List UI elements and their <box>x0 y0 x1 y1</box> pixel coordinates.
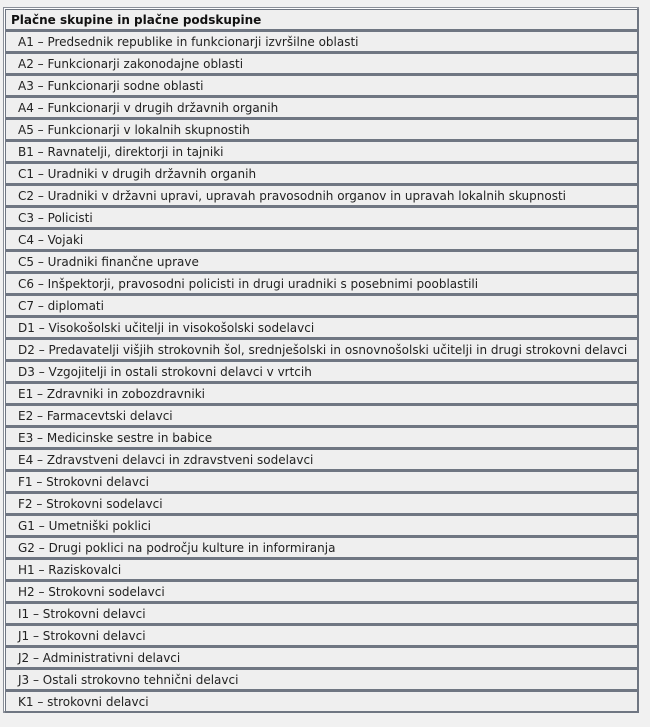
table-header-row <box>5 9 639 31</box>
table-row <box>5 229 639 251</box>
pay-group-cell: A4 – Funkcionarji v drugih državnih organih <box>5 97 639 119</box>
table-row <box>5 119 639 141</box>
table-row <box>5 603 639 625</box>
table-row <box>5 185 639 207</box>
pay-group-cell: G1 – Umetniški poklici <box>5 515 639 537</box>
table-row <box>5 405 639 427</box>
pay-group-cell: D3 – Vzgojitelji in ostali strokovni delavci v vrtcih <box>5 361 639 383</box>
pay-group-cell: E4 – Zdravstveni delavci in zdravstveni sodelavci <box>5 449 639 471</box>
table-row <box>5 97 639 119</box>
pay-group-cell: G2 – Drugi poklici na področju kulture in informiranja <box>5 537 639 559</box>
table-row <box>5 339 639 361</box>
pay-group-cell: J1 – Strokovni delavci <box>5 625 639 647</box>
table-row <box>5 427 639 449</box>
pay-group-cell: H2 – Strokovni sodelavci <box>5 581 639 603</box>
table-row <box>5 141 639 163</box>
table-row <box>5 31 639 53</box>
table-row <box>5 383 639 405</box>
pay-group-cell: J2 – Administrativni delavci <box>5 647 639 669</box>
pay-group-cell: H1 – Raziskovalci <box>5 559 639 581</box>
pay-group-cell: D2 – Predavatelji višjih strokovnih šol, srednješolski in osnovnošolski učitelji in drugi strokovni delavci <box>5 339 639 361</box>
pay-group-cell: A1 – Predsednik republike in funkcionarji izvršilne oblasti <box>5 31 639 53</box>
pay-group-cell: C5 – Uradniki finančne uprave <box>5 251 639 273</box>
pay-group-cell: C1 – Uradniki v drugih državnih organih <box>5 163 639 185</box>
table-row <box>5 647 639 669</box>
pay-group-cell: A2 – Funkcionarji zakonodajne oblasti <box>5 53 639 75</box>
pay-groups-table <box>5 9 639 713</box>
table-row <box>5 515 639 537</box>
table-row <box>5 53 639 75</box>
table-header: Plačne skupine in plačne podskupine <box>5 9 639 31</box>
table-row <box>5 251 639 273</box>
table-row <box>5 449 639 471</box>
pay-group-cell: C7 – diplomati <box>5 295 639 317</box>
pay-group-cell: E2 – Farmacevtski delavci <box>5 405 639 427</box>
table-row <box>5 625 639 647</box>
table-row <box>5 317 639 339</box>
table-row <box>5 537 639 559</box>
pay-group-cell: C3 – Policisti <box>5 207 639 229</box>
table-row <box>5 669 639 691</box>
table-row <box>5 691 639 713</box>
pay-group-cell: F2 – Strokovni sodelavci <box>5 493 639 515</box>
pay-groups-table-container <box>3 7 639 713</box>
pay-group-cell: A5 – Funkcionarji v lokalnih skupnostih <box>5 119 639 141</box>
table-row <box>5 273 639 295</box>
pay-group-cell: C4 – Vojaki <box>5 229 639 251</box>
table-row <box>5 163 639 185</box>
pay-group-cell: C6 – Inšpektorji, pravosodni policisti in drugi uradniki s posebnimi pooblastili <box>5 273 639 295</box>
pay-group-cell: I1 – Strokovni delavci <box>5 603 639 625</box>
table-row <box>5 581 639 603</box>
pay-group-cell: E1 – Zdravniki in zobozdravniki <box>5 383 639 405</box>
pay-group-cell: J3 – Ostali strokovno tehnični delavci <box>5 669 639 691</box>
table-row <box>5 559 639 581</box>
table-row <box>5 471 639 493</box>
pay-group-cell: A3 – Funkcionarji sodne oblasti <box>5 75 639 97</box>
table-row <box>5 493 639 515</box>
pay-group-cell: D1 – Visokošolski učitelji in visokošolski sodelavci <box>5 317 639 339</box>
pay-group-cell: E3 – Medicinske sestre in babice <box>5 427 639 449</box>
table-row <box>5 207 639 229</box>
pay-group-cell: K1 – strokovni delavci <box>5 691 639 713</box>
table-row <box>5 75 639 97</box>
table-row <box>5 361 639 383</box>
pay-group-cell: F1 – Strokovni delavci <box>5 471 639 493</box>
table-row <box>5 295 639 317</box>
pay-group-cell: C2 – Uradniki v državni upravi, upravah pravosodnih organov in upravah lokalnih skupnosti <box>5 185 639 207</box>
pay-group-cell: B1 – Ravnatelji, direktorji in tajniki <box>5 141 639 163</box>
